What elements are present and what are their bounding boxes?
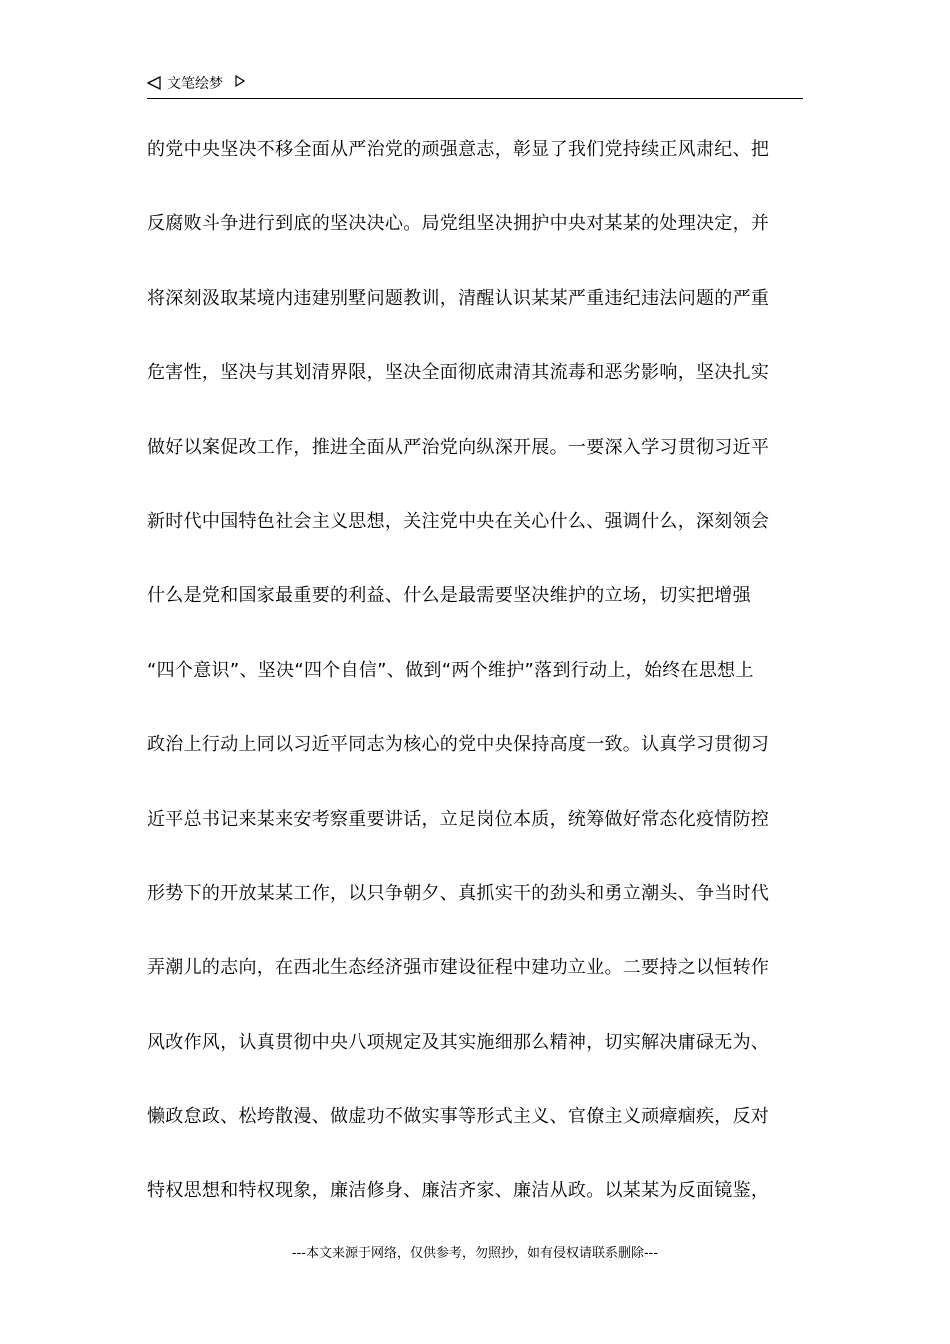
- text-line: 特权思想和特权现象，廉洁修身、廉洁齐家、廉洁从政。以某某为反面镜鉴，: [147, 1180, 770, 1202]
- text-line: 反腐败斗争进行到底的坚决决心。局党组坚决拥护中央对某某的处理决定，并: [147, 213, 770, 235]
- text-line: 做好以案促改工作，推进全面从严治党向纵深开展。一要深入学习贯彻习近平: [147, 436, 770, 458]
- text-line: 近平总书记来某来安考察重要讲话，立足岗位本质，统筹做好常态化疫情防控: [147, 808, 770, 830]
- text-line: 风改作风，认真贯彻中央八项规定及其实施细那么精神，切实解决庸碌无为、: [147, 1031, 770, 1053]
- text-line: 新时代中国特色社会主义思想，关注党中央在关心什么、强调什么，深刻领会: [147, 510, 770, 532]
- text-line: 将深刻汲取某境内违建别墅问题教训，清醒认识某某严重违纪违法问题的严重: [147, 287, 770, 309]
- right-triangle-icon: [235, 75, 245, 87]
- page-footer: ---本文来源于网络，仅供参考，勿照抄，如有侵权请联系删除---: [291, 1246, 659, 1261]
- text-line: 危害性，坚决与其划清界限，坚决全面彻底肃清其流毒和恶劣影响，坚决扎实: [147, 362, 770, 384]
- text-line: 什么是党和国家最重要的利益、什么是最需要坚决维护的立场，切实把增强: [147, 585, 751, 607]
- text-line: 弄潮儿的志向，在西北生态经济强市建设征程中建功立业。二要持之以恒转作: [147, 957, 770, 979]
- text-line: 懒政怠政、松垮散漫、做虚功不做实事等形式主义、官僚主义顽瘴痼疾，反对: [147, 1106, 770, 1128]
- text-line: “四个意识”、坚决“四个自信”、做到“两个维护”落到行动上，始终在思想上: [147, 659, 754, 681]
- text-line: 政治上行动上同以习近平同志为核心的党中央保持高度一致。认真学习贯彻习: [147, 734, 770, 756]
- body-text: [147, 128, 807, 1244]
- header-title: 文笔绘梦: [167, 76, 223, 92]
- text-line: 的党中央坚决不移全面从严治党的顽强意志，彰显了我们党持续正风肃纪、把: [147, 139, 770, 160]
- text-line: 形势下的开放某某工作，以只争朝夕、真抓实干的劲头和勇立潮头、争当时代: [147, 882, 770, 904]
- page-header: [147, 72, 803, 99]
- left-triangle-icon: [147, 76, 161, 90]
